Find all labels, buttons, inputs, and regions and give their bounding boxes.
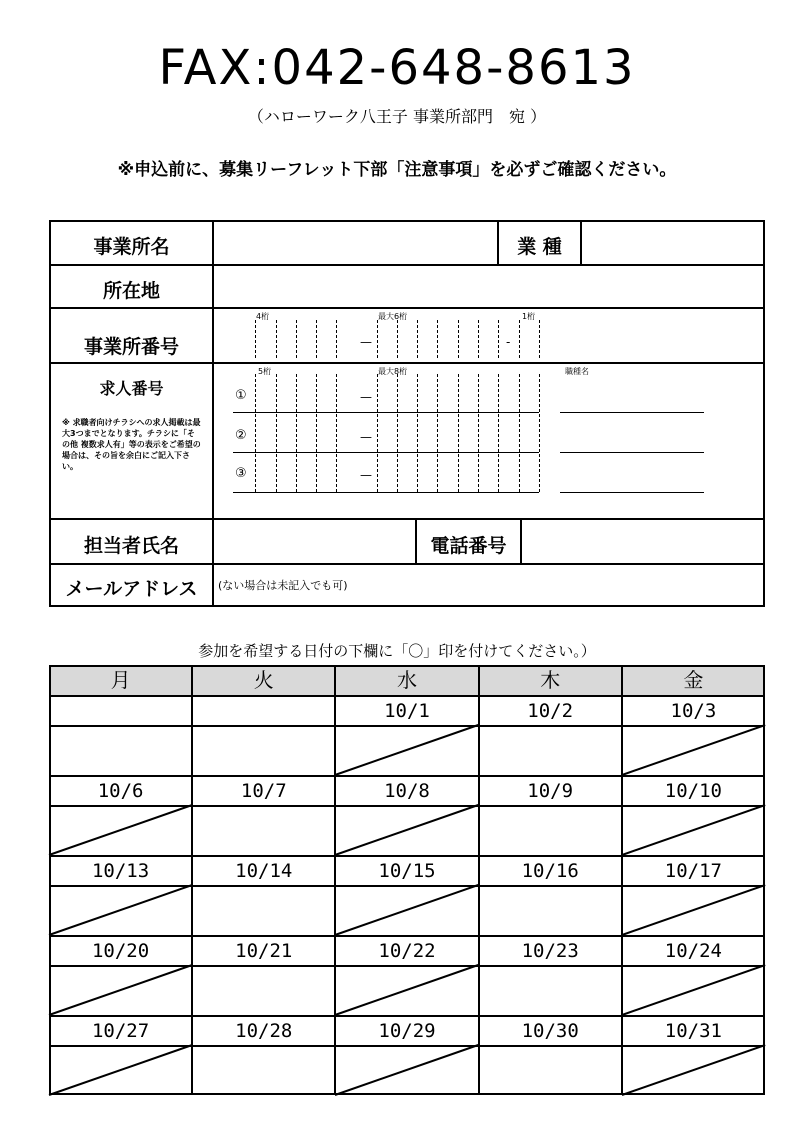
weekday-header: 水 — [335, 665, 478, 695]
row-line — [49, 362, 765, 364]
date-label: 10/31 — [664, 1020, 722, 1042]
hint-4-digits: 4桁 — [256, 312, 270, 321]
hint-job-title: 職種名 — [565, 367, 589, 376]
job-title-line[interactable] — [560, 412, 704, 413]
digit-separator — [478, 320, 479, 358]
row-line — [49, 725, 765, 727]
row-line — [49, 965, 765, 967]
digit-separator — [417, 320, 418, 358]
calendar-title: 参加を希望する日付の下欄に「〇」印を付けてください。） — [198, 642, 596, 660]
row-line — [49, 1045, 765, 1047]
email-label: メールアドレス — [65, 578, 198, 600]
digit-separator — [417, 374, 418, 492]
row-line — [49, 775, 765, 777]
digit-separator — [336, 320, 337, 358]
date-label: 10/6 — [97, 780, 144, 802]
row-underline — [233, 412, 539, 413]
date-label: 10/14 — [235, 860, 293, 882]
row-marker: ② — [235, 428, 247, 443]
row-line — [49, 885, 765, 887]
date-label: 10/28 — [235, 1020, 293, 1042]
digit-separator — [377, 320, 378, 358]
hyphen: — — [360, 468, 372, 482]
hyphen: - — [506, 335, 511, 349]
destination: （ハローワーク八王子 事業所部門 宛 ） — [247, 107, 547, 126]
date-label: 10/8 — [384, 780, 430, 802]
digit-separator — [377, 374, 378, 492]
date-label: 10/29 — [378, 1020, 436, 1042]
date-label: 10/24 — [664, 940, 722, 962]
digit-separator — [519, 320, 520, 358]
digit-separator — [336, 374, 337, 492]
digit-separator — [498, 320, 499, 358]
digit-separator — [498, 374, 499, 492]
date-label: 10/21 — [235, 940, 293, 962]
office-number-label: 事業所番号 — [83, 336, 179, 358]
digit-separator — [539, 374, 540, 492]
phone-label: 電話番号 — [430, 535, 507, 557]
phone-field[interactable] — [522, 520, 763, 563]
digit-separator — [397, 320, 398, 358]
calendar-border — [49, 665, 765, 1095]
digit-separator — [316, 320, 317, 358]
column-line — [334, 665, 336, 1095]
digit-separator — [397, 374, 398, 492]
row-line — [49, 695, 765, 697]
weekday-header: 月 — [49, 665, 192, 695]
hint-1-digit: 1桁 — [522, 312, 536, 321]
date-label: 10/30 — [521, 1020, 579, 1042]
notice: ※申込前に、募集リーフレット下部「注意事項」を必ずご確認ください。 — [117, 160, 677, 180]
hyphen: — — [360, 390, 372, 404]
date-label: 10/20 — [91, 940, 150, 962]
email-note: (ない場合は未記入でも可) — [218, 579, 348, 592]
job-number-label: 求人番号 — [99, 379, 164, 398]
row-marker: ① — [235, 388, 247, 403]
date-label: 10/27 — [91, 1020, 150, 1042]
date-label: 10/23 — [521, 940, 579, 962]
digit-separator — [276, 374, 277, 492]
industry-field[interactable] — [582, 222, 763, 264]
hyphen: — — [360, 430, 372, 444]
row-line — [49, 805, 765, 807]
row-line — [49, 935, 765, 937]
row-line — [49, 1015, 765, 1017]
date-label: 10/1 — [384, 700, 430, 722]
hint-max-6-digits: 最大6桁 — [378, 312, 408, 321]
column-line — [191, 665, 193, 1095]
digit-separator — [316, 374, 317, 492]
hint-max-8-digits: 最大8桁 — [378, 367, 408, 376]
weekday-header: 金 — [622, 665, 765, 695]
hint-5-digits: 5桁 — [258, 367, 272, 376]
office-name-field[interactable] — [214, 222, 497, 264]
contact-field[interactable] — [214, 520, 415, 563]
digit-separator — [437, 320, 438, 358]
date-label: 10/9 — [527, 780, 574, 802]
address-label: 所在地 — [102, 280, 160, 302]
hyphen: — — [360, 335, 372, 349]
job-title-line[interactable] — [560, 452, 704, 453]
digit-separator — [255, 320, 256, 358]
digit-separator — [478, 374, 479, 492]
job-number-note: ※ 求職者向けチラシへの求人掲載は最大3つまでとなります。チラシに「その他 複数求人有」等の表示をご希望の場合は、その旨を余白にご記入下さい。 — [62, 418, 201, 471]
weekday-header: 火 — [192, 665, 335, 695]
row-line — [49, 855, 765, 857]
date-label: 10/7 — [240, 780, 287, 802]
column-line — [478, 665, 480, 1095]
fax-number: FAX:042-648-8613 — [158, 40, 636, 96]
address-field[interactable] — [214, 266, 763, 307]
row-marker: ③ — [235, 466, 247, 481]
digit-separator — [296, 374, 297, 492]
date-label: 10/13 — [91, 860, 150, 882]
industry-label: 業 種 — [517, 236, 562, 258]
digit-separator — [458, 320, 459, 358]
date-label: 10/17 — [664, 860, 722, 882]
email-field[interactable] — [214, 565, 763, 605]
digit-separator — [255, 374, 256, 492]
date-label: 10/3 — [670, 700, 717, 722]
row-underline — [233, 452, 539, 453]
digit-separator — [539, 320, 540, 358]
date-label: 10/16 — [521, 860, 579, 882]
date-label: 10/10 — [664, 780, 722, 802]
date-label: 10/22 — [378, 940, 436, 962]
digit-separator — [458, 374, 459, 492]
row-underline — [233, 492, 539, 493]
row-line — [49, 307, 765, 309]
date-label: 10/15 — [378, 860, 436, 882]
digit-separator — [276, 320, 277, 358]
weekday-header: 木 — [479, 665, 622, 695]
column-line — [621, 665, 623, 1095]
digit-separator — [519, 374, 520, 492]
digit-separator — [437, 374, 438, 492]
office-name-label: 事業所名 — [93, 236, 170, 258]
contact-label: 担当者氏名 — [83, 535, 179, 557]
digit-separator — [296, 320, 297, 358]
job-title-line[interactable] — [560, 492, 704, 493]
date-label: 10/2 — [527, 700, 574, 722]
